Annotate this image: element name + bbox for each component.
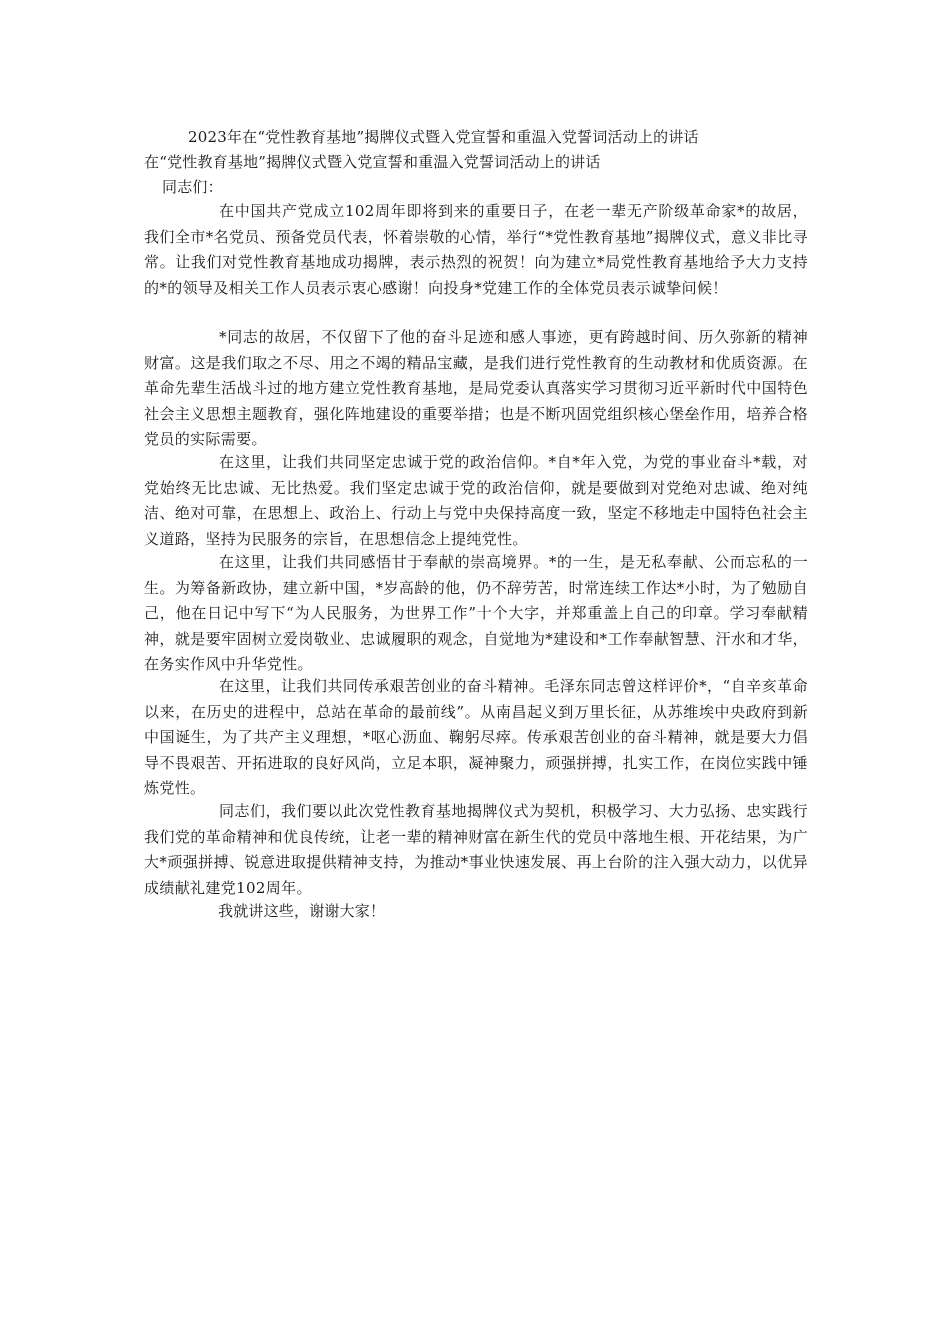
document-subtitle: 在“党性教育基地”揭牌仪式暨入党宣誓和重温入党誓词活动上的讲话: [144, 153, 601, 171]
document-title: 2023年在“党性教育基地”揭牌仪式暨入党宣誓和重温入党誓词活动上的讲话: [188, 128, 699, 146]
paragraph-3: 在这里，让我们共同坚定忠诚于党的政治信仰。*自*年入党，为党的事业奋斗*载，对党始终无比忠诚、无比热爱。我们坚定忠诚于党的政治信仰，就是要做到对党绝对忠诚、绝对纯洁、绝对可靠，在思想上、政治上、行动上与党中央保持高度一致，坚定不移地走中国特色社会主义道路，坚持为民服务的宗旨，在思想信念上提纯党性。: [144, 453, 808, 548]
paragraph-1: 在中国共产党成立102周年即将到来的重要日子，在老一辈无产阶级革命家*的故居，我们全市*名党员、预备党员代表，怀着崇敬的心情，举行“*党性教育基地”揭牌仪式，意义非比寻常。让我们对党性教育基地成功揭牌，表示热烈的祝贺！向为建立*局党性教育基地给予大力支持的*的领导及相关工作人员表示衷心感谢！向投身*党建工作的全体党员表示诚挚问候！: [144, 202, 808, 297]
paragraph-4: 在这里，让我们共同感悟甘于奉献的崇高境界。*的一生，是无私奉献、公而忘私的一生。为筹备新政协，建立新中国，*岁高龄的他，仍不辞劳苦，时常连续工作达*小时，为了勉励自己，他在日记中写下“为人民服务，为世界工作”十个大字，并郑重盖上自己的印章。学习奉献精神，就是要牢固树立爱岗敬业、忠诚履职的观念，自觉地为*建设和*工作奉献智慧、汗水和才华，在务实作风中升华党性。: [144, 553, 808, 674]
salutation: 同志们：: [162, 178, 223, 196]
closing-remark: 我就讲这些，谢谢大家！: [218, 902, 386, 920]
paragraph-5: 在这里，让我们共同传承艰苦创业的奋斗精神。毛泽东同志曾这样评价*，“自辛亥革命以来，在历史的进程中，总站在革命的最前线”。从南昌起义到万里长征，从苏维埃中央政府到新中国诞生，为了共产主义理想，*呕心沥血、鞠躬尽瘁。传承艰苦创业的奋斗精神，就是要大力倡导不畏艰苦、开拓进取的良好风尚，立足本职，凝神聚力，顽强拼搏，扎实工作，在岗位实践中锤炼党性。: [144, 677, 808, 798]
paragraph-6: 同志们，我们要以此次党性教育基地揭牌仪式为契机，积极学习、大力弘扬、忠实践行我们党的革命精神和优良传统，让老一辈的精神财富在新生代的党员中落地生根、开花结果，为广大*顽强拼搏、锐意进取提供精神支持，为推动*事业快速发展、再上台阶的注入强大动力，以优异成绩献礼建党102周年。: [144, 802, 808, 897]
paragraph-2: *同志的故居，不仅留下了他的奋斗足迹和感人事迹，更有跨越时间、历久弥新的精神财富。这是我们取之不尽、用之不竭的精品宝藏，是我们进行党性教育的生动教材和优质资源。在革命先辈生活战斗过的地方建立党性教育基地，是局党委认真落实学习贯彻习近平新时代中国特色社会主义思想主题教育，强化阵地建设的重要举措；也是不断巩固党组织核心堡垒作用，培养合格党员的实际需要。: [144, 328, 808, 449]
